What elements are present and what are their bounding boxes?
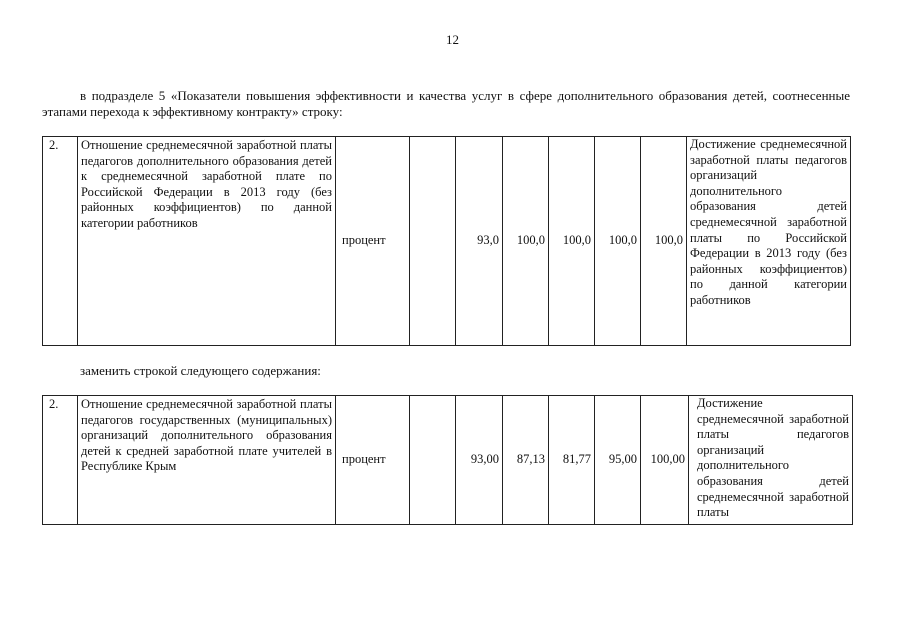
expected-result: Достижение среднемесячной заработной платы педагогов организаций дополнительного образования детей среднемесячной заработной платы по Российской Федерации в 2013 году (без районных коэффициентов) по данной категории работников	[687, 137, 851, 346]
unit-cell: процент	[336, 396, 410, 525]
old-indicator-table	[42, 136, 851, 346]
value-cell: 100,0	[641, 137, 687, 346]
value-cell: 100,0	[503, 137, 549, 346]
value-cell: 100,00	[641, 396, 689, 525]
row-number: 2.	[43, 396, 78, 525]
value-cell: 93,0	[456, 137, 503, 346]
value-cell: 95,00	[595, 396, 641, 525]
indicator-name: Отношение среднемесячной заработной платы педагогов государственных (муниципальных) организаций дополнительного образования детей к средней заработной плате учителей в Республике Крым	[78, 396, 336, 525]
value-cell: 100,0	[595, 137, 641, 346]
empty-value-cell	[410, 137, 456, 346]
intro-paragraph: в подразделе 5 «Показатели повышения эффективности и качества услуг в сфере дополнительного образования детей, соотнесенные этапами перехода к эффективному контракту» строку:	[42, 88, 850, 119]
new-indicator-table	[42, 395, 853, 525]
expected-result: Достижение среднемесячной заработной платы педагогов организаций дополнительного образования детей среднемесячной заработной платы	[689, 396, 853, 525]
indicator-name: Отношение среднемесячной заработной платы педагогов дополнительного образования детей к среднемесячной заработной плате по Российской Федерации в 2013 году (без районных коэффициентов) по данной категории работников	[78, 137, 336, 346]
replace-instruction: заменить строкой следующего содержания:	[80, 363, 321, 378]
row-number: 2.	[43, 137, 78, 346]
value-cell: 100,0	[549, 137, 595, 346]
value-cell: 93,00	[456, 396, 503, 525]
unit-cell: процент	[336, 137, 410, 346]
table-row	[43, 137, 851, 346]
empty-value-cell	[410, 396, 456, 525]
table-row	[43, 396, 853, 525]
page-number: 12	[446, 32, 459, 47]
value-cell: 87,13	[503, 396, 549, 525]
value-cell: 81,77	[549, 396, 595, 525]
